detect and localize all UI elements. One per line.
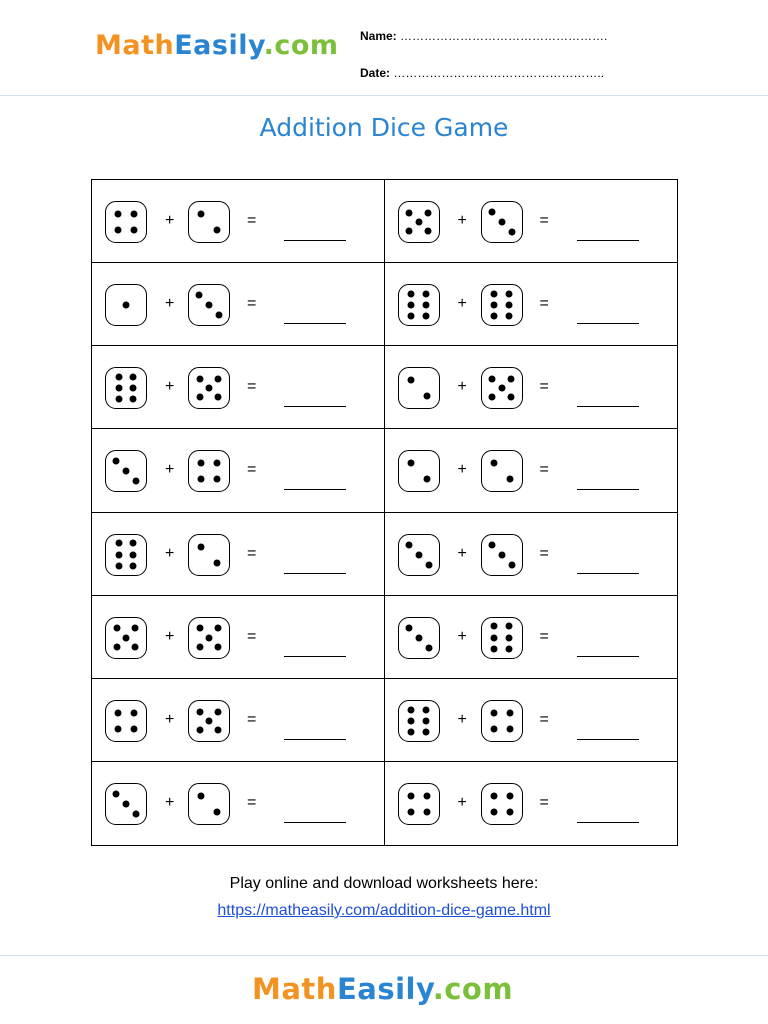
die-pip — [422, 290, 429, 297]
die-pip — [505, 290, 512, 297]
die-pip — [490, 725, 497, 732]
plus-sign: + — [457, 627, 467, 645]
die-pip — [422, 706, 429, 713]
answer-blank[interactable] — [577, 489, 639, 490]
equals-sign: = — [539, 627, 549, 645]
page-title: Addition Dice Game — [259, 113, 509, 142]
plus-sign: + — [457, 793, 467, 811]
plus-sign: + — [165, 295, 175, 313]
answer-blank[interactable] — [284, 656, 346, 657]
problem-cell — [385, 429, 678, 512]
die-pip — [407, 808, 414, 815]
answer-blank[interactable] — [577, 240, 639, 241]
die-pip — [498, 219, 505, 226]
die-pip — [131, 725, 138, 732]
die-a-face — [398, 534, 440, 576]
die-a-face — [105, 201, 147, 243]
die-a-face — [398, 367, 440, 409]
die-pip — [214, 460, 221, 467]
die-pip — [206, 634, 213, 641]
die-pip — [115, 385, 122, 392]
die-pip — [488, 209, 495, 216]
plus-sign: + — [457, 710, 467, 728]
die-pip — [115, 551, 122, 558]
die-a-face — [105, 783, 147, 825]
die-pip — [130, 551, 137, 558]
problem-cell — [385, 596, 678, 679]
die-pip — [491, 634, 498, 641]
die-pip — [498, 385, 505, 392]
die-pip — [407, 792, 414, 799]
equals-sign: = — [247, 627, 257, 645]
die-b-face — [188, 700, 230, 742]
die-pip — [196, 643, 203, 650]
die-pip — [123, 800, 130, 807]
die-b-face — [481, 783, 523, 825]
die-pip — [415, 634, 422, 641]
problem-cell — [385, 513, 678, 596]
die-pip — [215, 394, 222, 401]
die-pip — [490, 460, 497, 467]
equals-sign: = — [247, 544, 257, 562]
plus-sign: + — [165, 461, 175, 479]
equals-sign: = — [539, 710, 549, 728]
die-pip — [115, 709, 122, 716]
die-a-face — [398, 617, 440, 659]
plus-sign: + — [457, 378, 467, 396]
die-pip — [422, 313, 429, 320]
die-b-face — [481, 450, 523, 492]
die-pip — [214, 559, 221, 566]
die-pip — [423, 476, 430, 483]
die-pip — [489, 376, 496, 383]
answer-blank[interactable] — [284, 822, 346, 823]
die-pip — [133, 810, 140, 817]
die-a-face — [105, 617, 147, 659]
die-pip — [216, 312, 223, 319]
logo-bottom — [252, 972, 513, 1006]
die-pip — [214, 227, 221, 234]
die-pip — [113, 790, 120, 797]
die-pip — [196, 726, 203, 733]
die-pip — [508, 561, 515, 568]
die-pip — [130, 562, 137, 569]
problem-cell — [385, 679, 678, 762]
die-pip — [115, 725, 122, 732]
die-a-face — [105, 284, 147, 326]
die-pip — [422, 302, 429, 309]
equals-sign: = — [539, 793, 549, 811]
footer-link[interactable]: https://matheasily.com/addition-dice-game.html — [217, 902, 551, 919]
die-pip — [198, 460, 205, 467]
answer-blank[interactable] — [577, 406, 639, 407]
answer-blank[interactable] — [284, 573, 346, 574]
die-a-face — [105, 700, 147, 742]
die-pip — [130, 385, 137, 392]
die-b-face — [481, 201, 523, 243]
die-b-face — [188, 284, 230, 326]
equals-sign: = — [539, 461, 549, 479]
die-pip — [424, 209, 431, 216]
die-pip — [408, 728, 415, 735]
date-dots: …………………………………………….. — [393, 66, 605, 80]
equals-sign: = — [247, 710, 257, 728]
problem-cell — [92, 513, 385, 596]
die-b-face — [481, 284, 523, 326]
die-pip — [115, 396, 122, 403]
answer-blank[interactable] — [284, 406, 346, 407]
die-b-face — [481, 700, 523, 742]
problem-grid — [91, 179, 678, 846]
die-pip — [115, 374, 122, 381]
die-pip — [214, 808, 221, 815]
die-pip — [506, 725, 513, 732]
equals-sign: = — [539, 544, 549, 562]
die-pip — [206, 385, 213, 392]
die-pip — [131, 227, 138, 234]
die-pip — [123, 468, 130, 475]
die-b-face — [188, 367, 230, 409]
answer-blank[interactable] — [577, 739, 639, 740]
name-dots: ……………………………………………. — [400, 29, 608, 43]
die-pip — [507, 394, 514, 401]
problem-cell — [92, 762, 385, 845]
die-b-face — [188, 534, 230, 576]
die-pip — [505, 645, 512, 652]
die-pip — [423, 792, 430, 799]
answer-blank[interactable] — [577, 822, 639, 823]
answer-blank[interactable] — [577, 656, 639, 657]
die-pip — [490, 709, 497, 716]
die-pip — [214, 476, 221, 483]
die-pip — [215, 376, 222, 383]
die-pip — [405, 624, 412, 631]
die-pip — [506, 808, 513, 815]
die-pip — [408, 290, 415, 297]
plus-sign: + — [165, 627, 175, 645]
plus-sign: + — [165, 378, 175, 396]
die-pip — [491, 290, 498, 297]
answer-blank[interactable] — [577, 573, 639, 574]
die-pip — [490, 808, 497, 815]
die-pip — [505, 623, 512, 630]
problem-cell — [92, 180, 385, 263]
plus-sign: + — [165, 212, 175, 229]
problem-cell — [385, 263, 678, 346]
die-pip — [507, 376, 514, 383]
die-pip — [424, 228, 431, 235]
die-pip — [408, 706, 415, 713]
die-pip — [423, 393, 430, 400]
answer-blank[interactable] — [284, 489, 346, 490]
die-b-face — [188, 617, 230, 659]
die-pip — [115, 562, 122, 569]
die-pip — [491, 623, 498, 630]
problem-cell — [385, 346, 678, 429]
die-pip — [206, 717, 213, 724]
die-pip — [113, 625, 120, 632]
die-b-face — [481, 367, 523, 409]
die-pip — [425, 644, 432, 651]
date-field[interactable] — [360, 66, 604, 80]
problem-cell — [385, 762, 678, 845]
plus-sign: + — [457, 544, 467, 562]
die-pip — [133, 478, 140, 485]
die-pip — [131, 211, 138, 218]
problem-cell — [92, 596, 385, 679]
die-pip — [123, 302, 130, 309]
footer-divider — [0, 955, 768, 956]
date-label: Date: — [360, 66, 391, 80]
die-pip — [130, 540, 137, 547]
die-pip — [196, 292, 203, 299]
die-b-face — [481, 534, 523, 576]
die-pip — [131, 709, 138, 716]
die-pip — [490, 792, 497, 799]
die-pip — [196, 625, 203, 632]
plus-sign: + — [165, 793, 175, 811]
problem-cell — [385, 180, 678, 263]
plus-sign: + — [457, 461, 467, 479]
die-pip — [198, 211, 205, 218]
footer-text: Play online and download worksheets here: — [229, 875, 539, 892]
die-pip — [130, 396, 137, 403]
answer-blank[interactable] — [577, 323, 639, 324]
die-pip — [505, 302, 512, 309]
plus-sign: + — [457, 212, 467, 229]
die-pip — [506, 792, 513, 799]
die-pip — [408, 717, 415, 724]
die-pip — [215, 726, 222, 733]
problem-cell — [92, 263, 385, 346]
die-pip — [407, 460, 414, 467]
die-pip — [423, 808, 430, 815]
equals-sign: = — [539, 212, 549, 229]
die-pip — [491, 645, 498, 652]
equals-sign: = — [247, 212, 257, 229]
equals-sign: = — [539, 378, 549, 396]
die-pip — [196, 394, 203, 401]
name-field[interactable] — [360, 29, 607, 43]
problem-cell — [92, 346, 385, 429]
problem-cell — [92, 429, 385, 512]
die-pip — [206, 302, 213, 309]
die-a-face — [398, 783, 440, 825]
die-pip — [215, 643, 222, 650]
die-pip — [405, 541, 412, 548]
equals-sign: = — [247, 793, 257, 811]
die-b-face — [188, 783, 230, 825]
plus-sign: + — [457, 295, 467, 313]
die-a-face — [398, 201, 440, 243]
die-pip — [498, 551, 505, 558]
die-pip — [406, 228, 413, 235]
die-pip — [115, 227, 122, 234]
die-pip — [491, 313, 498, 320]
answer-blank[interactable] — [284, 240, 346, 241]
die-pip — [215, 625, 222, 632]
die-pip — [198, 476, 205, 483]
logo-math: Math — [252, 972, 337, 1006]
die-pip — [196, 708, 203, 715]
die-a-face — [398, 700, 440, 742]
die-pip — [505, 313, 512, 320]
logo-com: .com — [432, 972, 514, 1006]
problem-cell — [92, 679, 385, 762]
die-pip — [489, 394, 496, 401]
die-pip — [132, 643, 139, 650]
die-pip — [425, 561, 432, 568]
die-b-face — [188, 450, 230, 492]
die-a-face — [398, 450, 440, 492]
die-pip — [415, 551, 422, 558]
die-pip — [407, 377, 414, 384]
equals-sign: = — [539, 295, 549, 313]
die-a-face — [105, 534, 147, 576]
die-pip — [406, 209, 413, 216]
die-pip — [508, 229, 515, 236]
die-a-face — [105, 367, 147, 409]
die-pip — [488, 541, 495, 548]
logo-easily: Easily — [336, 972, 433, 1006]
die-pip — [132, 625, 139, 632]
die-pip — [422, 728, 429, 735]
name-label: Name: — [360, 29, 397, 43]
die-pip — [130, 374, 137, 381]
die-pip — [506, 476, 513, 483]
logo-com: .com — [263, 30, 339, 61]
die-pip — [506, 709, 513, 716]
die-b-face — [188, 201, 230, 243]
equals-sign: = — [247, 378, 257, 396]
answer-blank[interactable] — [284, 739, 346, 740]
die-a-face — [398, 284, 440, 326]
plus-sign: + — [165, 544, 175, 562]
answer-blank[interactable] — [284, 323, 346, 324]
logo-easily: Easily — [174, 30, 264, 61]
die-pip — [198, 543, 205, 550]
die-b-face — [481, 617, 523, 659]
plus-sign: + — [165, 710, 175, 728]
equals-sign: = — [247, 461, 257, 479]
logo-top — [95, 30, 339, 61]
die-pip — [115, 211, 122, 218]
die-pip — [198, 792, 205, 799]
logo-math: Math — [95, 30, 175, 61]
die-pip — [491, 302, 498, 309]
die-pip — [115, 540, 122, 547]
die-pip — [113, 643, 120, 650]
die-pip — [123, 634, 130, 641]
die-pip — [422, 717, 429, 724]
die-pip — [215, 708, 222, 715]
header-divider — [0, 95, 768, 96]
die-pip — [196, 376, 203, 383]
die-pip — [415, 219, 422, 226]
die-pip — [408, 302, 415, 309]
die-a-face — [105, 450, 147, 492]
die-pip — [408, 313, 415, 320]
equals-sign: = — [247, 295, 257, 313]
die-pip — [113, 458, 120, 465]
die-pip — [505, 634, 512, 641]
